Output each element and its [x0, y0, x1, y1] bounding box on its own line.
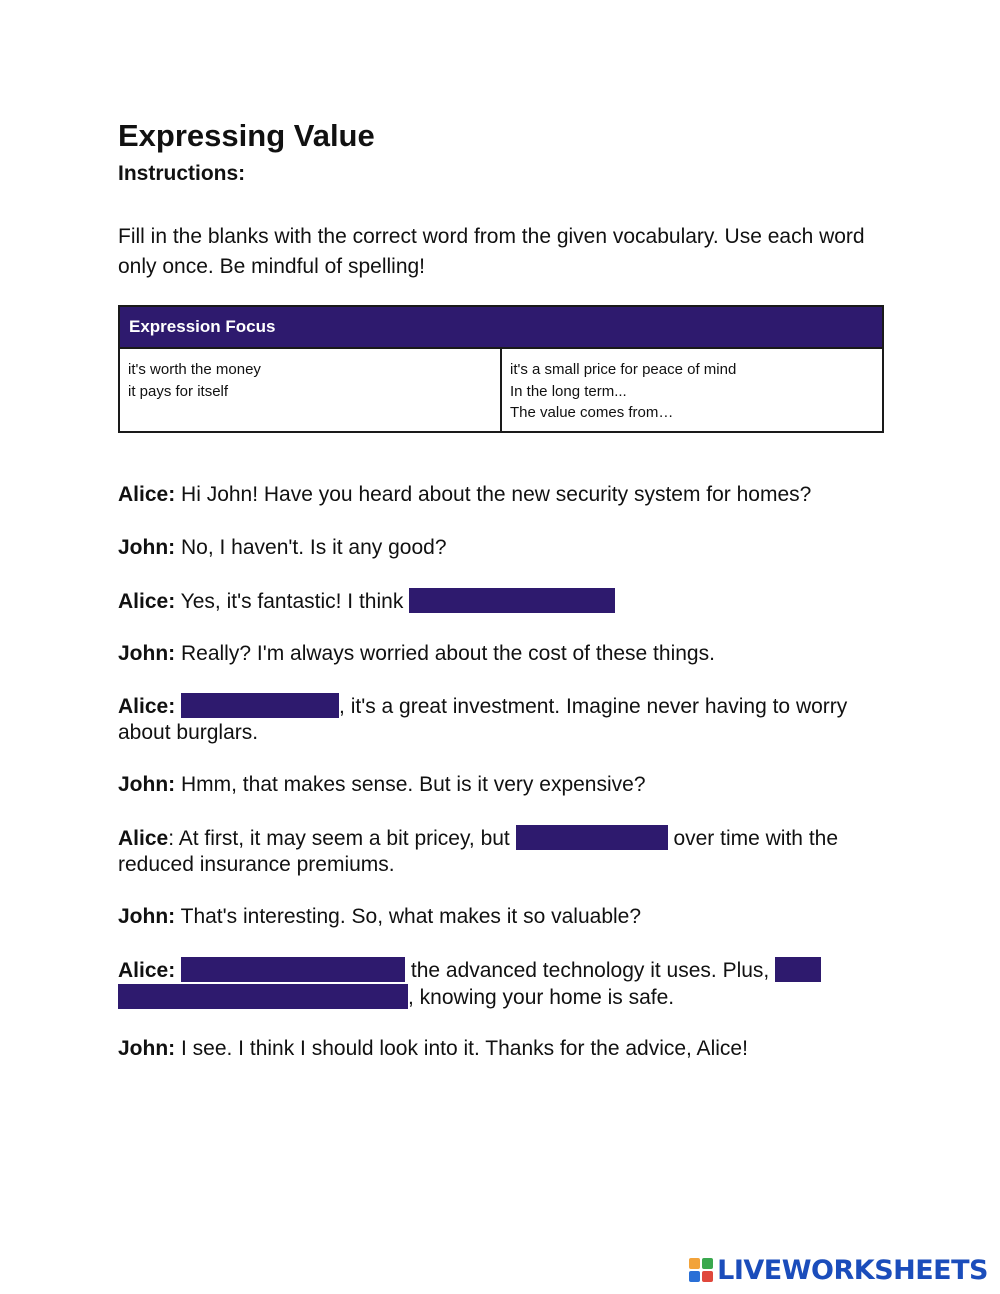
speaker-label: John: [118, 773, 176, 796]
dialogue-text: I see. I think I should look into it. Thanks for the advice, Alice! [175, 1037, 748, 1060]
dialogue-line [118, 1036, 884, 1062]
speaker-label: Alice: [118, 590, 176, 613]
dialogue-line [118, 904, 884, 930]
dialogue-text: the advanced technology it uses. Plus, [405, 959, 776, 982]
vocabulary-heading: Expression Focus [120, 307, 882, 349]
answer-blank-2[interactable] [181, 693, 339, 718]
dialogue-text: , it's a great investment. Imagine never having to worry about burglars. [118, 695, 848, 744]
instructions-text: Fill in the blanks with the correct word from the given vocabulary. Use each word only once. Be mindful of spelling! [118, 225, 865, 278]
speaker-label: Alice: [118, 695, 176, 718]
vocab-item: it's worth the money [128, 361, 261, 378]
dialogue-text: No, I haven't. Is it any good? [175, 536, 447, 559]
logo-blocks-icon [689, 1258, 713, 1282]
speaker-label: John: [118, 642, 176, 665]
dialogue-line [118, 482, 884, 508]
vocab-item: it pays for itself [128, 382, 229, 400]
dialogue-line [118, 641, 884, 667]
speaker-label: Alice: [118, 483, 176, 506]
answer-blank-1[interactable] [409, 588, 615, 613]
dialogue-text: : At first, it may seem a bit pricey, but [168, 827, 516, 850]
dialogue-line [118, 588, 884, 615]
speaker-label: John: [118, 536, 176, 559]
dialogue-text: Really? I'm always worried about the cost of these things. [175, 642, 715, 665]
speaker-label: John: [118, 905, 176, 928]
vocabulary-column-left [120, 349, 500, 431]
speaker-label: Alice: [118, 959, 176, 982]
dialogue-line [118, 693, 884, 746]
liveworksheets-logo [689, 1254, 988, 1286]
answer-blank-5-continued[interactable] [118, 984, 408, 1009]
logo-text: LIVEWORKSHEETS [717, 1254, 988, 1286]
dialogue-text: Hi John! Have you heard about the new security system for homes? [175, 483, 812, 506]
dialogue-line [118, 825, 884, 878]
dialogue-text: Yes, it's fantastic! I think [175, 590, 410, 613]
speaker-label: John: [118, 1037, 176, 1060]
dialogue-text: That's interesting. So, what makes it so valuable? [175, 905, 642, 928]
vocab-item: In the long term... [510, 382, 627, 400]
answer-blank-3[interactable] [516, 825, 668, 850]
vocabulary-column-right [500, 349, 882, 431]
page-title: Expressing Value [118, 118, 375, 153]
vocab-item: it's a small price for peace of mind [510, 361, 737, 378]
speaker-label: Alice [118, 827, 169, 850]
vocabulary-table [118, 305, 884, 433]
dialogue-text: , knowing your home is safe. [408, 986, 675, 1009]
dialogue-line [118, 957, 884, 1011]
vocab-item: The value comes from… [510, 404, 674, 421]
dialogue-line [118, 535, 884, 561]
dialogue-text: over time with the reduced insurance premiums. [118, 827, 839, 876]
dialogue-text: Hmm, that makes sense. But is it very expensive? [175, 773, 646, 796]
answer-blank-5[interactable] [775, 957, 821, 982]
dialogue-line [118, 772, 884, 798]
answer-blank-4[interactable] [181, 957, 405, 982]
instructions-heading: Instructions: [118, 162, 246, 185]
vocabulary-row [120, 349, 882, 431]
